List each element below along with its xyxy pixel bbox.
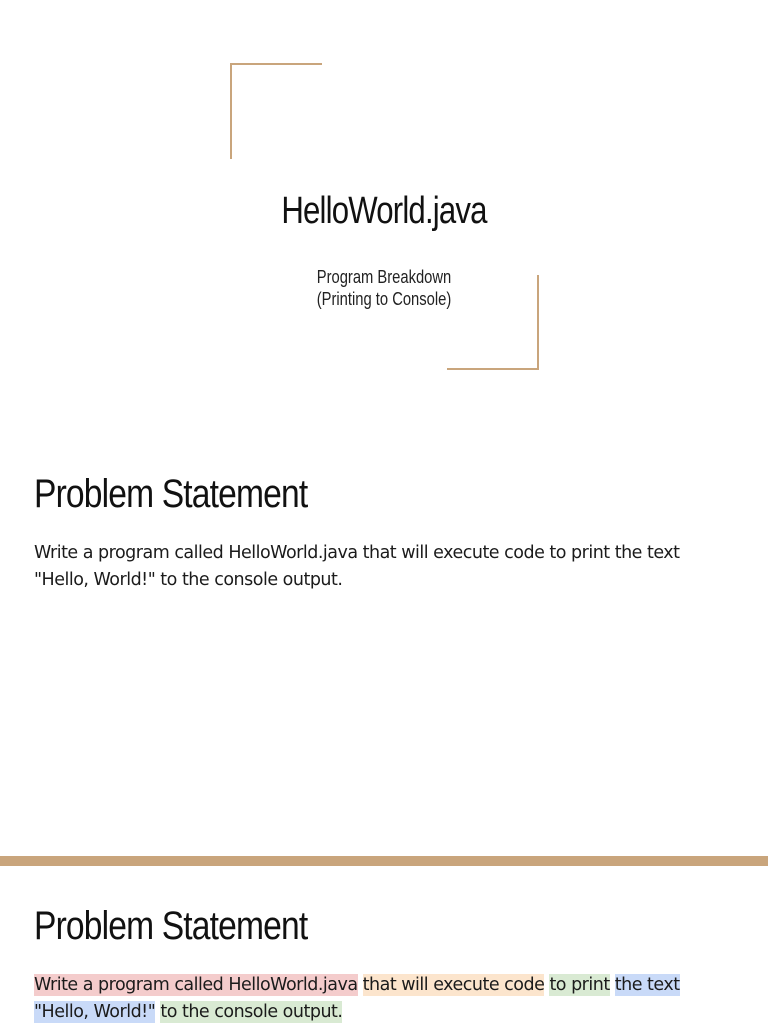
problem-statement-heading: Problem Statement [34, 472, 308, 516]
slide-subtitle [69, 266, 699, 310]
highlight-segment-print: to print [549, 975, 610, 995]
corner-accent-top-left [230, 63, 322, 159]
slide-title: HelloWorld.java [281, 190, 487, 232]
subtitle-line-2: (Printing to Console) [316, 289, 452, 309]
problem-statement-slide [0, 428, 768, 856]
highlight-segment-execute-code: that will execute code [362, 975, 545, 995]
highlight-segment-console-output: to the console output. [160, 1002, 343, 1022]
highlight-segment-text: the text "Hello, World!" [34, 975, 680, 1022]
title-slide [0, 0, 768, 428]
problem-statement-body: Write a program called HelloWorld.java that will execute code to print the text "Hello, World!" to the console output. [34, 543, 680, 590]
highlighted-problem-statement-heading: Problem Statement [34, 904, 308, 948]
subtitle-line-1: Program Breakdown [316, 267, 452, 287]
highlight-segment-program-name: Write a program called HelloWorld.java [34, 975, 358, 995]
highlighted-problem-statement-body [34, 972, 734, 1024]
highlighted-problem-statement-slide [0, 866, 768, 1024]
slide-divider [0, 856, 768, 866]
